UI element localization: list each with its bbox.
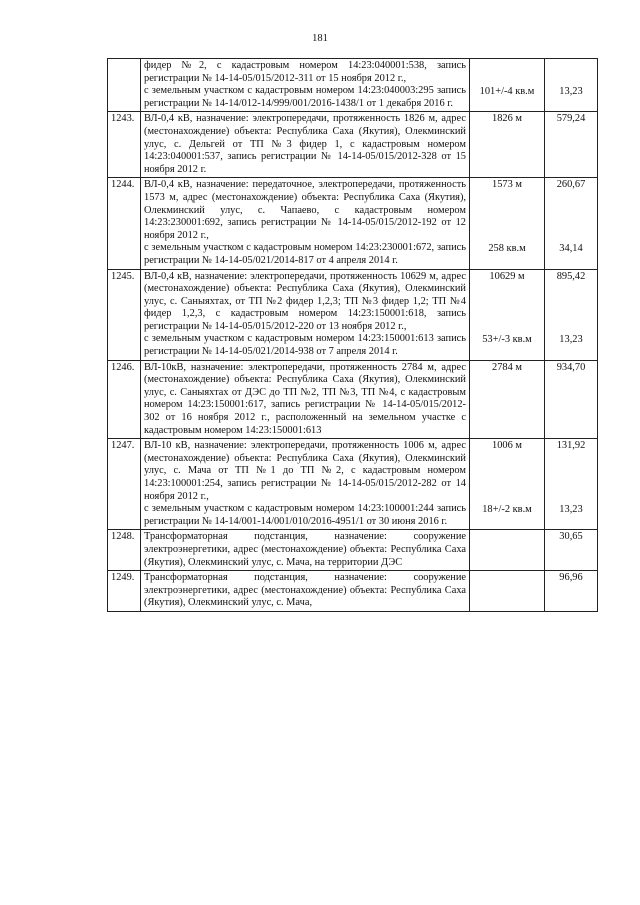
object-description: ВЛ-10 кВ, назначение: электропередачи, протяженность 1006 м, адрес (местонахождение) объекта: Республика Саха (Якутия), Олекминский улус, с. Мача от ТП №1 до ТП №2, с кадастровым номером 14:23:100001:254, запись регистрации № 14-14-05/015/2012-282 от 14 ноября 2012 г., xyxy=(144,440,466,502)
row-number: 1245. xyxy=(108,269,141,360)
object-size: 1006 м xyxy=(492,440,522,452)
land-plot-value: 13,23 xyxy=(559,85,583,97)
page-number: 181 xyxy=(312,33,328,44)
row-description xyxy=(141,269,470,360)
row-value xyxy=(545,112,598,178)
object-value: 934,70 xyxy=(556,361,586,373)
object-size: 1573 м xyxy=(492,179,522,191)
land-plot-description: с земельным участком с кадастровым номером 14:23:040003:295 запись регистрации № 14-14/012-14/999/001/2016-1438/1 от 1 декабря 2016 г. xyxy=(144,85,466,109)
land-plot-description: с земельным участком с кадастровым номером 14:23:100001:244 запись регистрации № 14-14/001-14/001/010/2016-4951/1 от 30 июня 2016 г. xyxy=(144,503,466,527)
land-plot-description: с земельным участком с кадастровым номером 14:23:150001:613 запись регистрации № 14-14-05/021/2014-938 от 7 апреля 2014 г. xyxy=(144,333,466,358)
table-row xyxy=(108,439,598,530)
object-value: 260,67 xyxy=(556,179,586,191)
row-value xyxy=(545,59,598,112)
row-size xyxy=(470,530,545,571)
land-plot-size: 258 кв.м xyxy=(488,242,526,254)
land-plot-size: 18+/-2 кв.м xyxy=(482,503,532,515)
land-plot-value: 13,23 xyxy=(559,333,583,345)
object-description: Трансформаторная подстанция, назначение: сооружение электроэнергетики, адрес (местонахождение) объекта: Республика Саха (Якутия), Олекминский улус, с. Мача, xyxy=(144,572,466,609)
row-size xyxy=(470,360,545,439)
object-value: 96,96 xyxy=(559,572,583,584)
row-value xyxy=(545,439,598,530)
row-description xyxy=(141,530,470,571)
row-size xyxy=(470,59,545,112)
object-description: ВЛ-10кВ, назначение: электропередачи, протяженность 2784 м, адрес (местонахождение) объекта: Республика Саха (Якутия), Олекминский улус, с. Саныяхтах от ДЭС до ТП №2, ТП №3, ТП №4, с кадастровым номером 14:23:150001:617, запись регистрации № 14-14-05/015/2012-302 от 16 ноября 2012 г., расположенный на земельном участке с кадастровым номером 14:23:150001:613 xyxy=(144,361,466,436)
row-description xyxy=(141,571,470,612)
row-number: 1244. xyxy=(108,178,141,269)
row-size xyxy=(470,439,545,530)
table-row xyxy=(108,530,598,571)
row-number: 1249. xyxy=(108,571,141,612)
row-description xyxy=(141,59,470,112)
row-size xyxy=(470,112,545,178)
table-row xyxy=(108,360,598,439)
object-value: 131,92 xyxy=(556,440,586,452)
row-number: 1247. xyxy=(108,439,141,530)
table-row xyxy=(108,269,598,360)
land-plot-size: 53+/-3 кв.м xyxy=(482,333,532,345)
object-value: 579,24 xyxy=(556,113,586,125)
row-size xyxy=(470,178,545,269)
row-number xyxy=(108,59,141,112)
land-plot-value: 13,23 xyxy=(559,503,583,515)
row-size xyxy=(470,269,545,360)
row-number: 1248. xyxy=(108,530,141,571)
row-description xyxy=(141,360,470,439)
object-description: фидер №2, с кадастровым номером 14:23:040001:538, запись регистрации № 14-14-05/015/2012-311 от 15 ноября 2012 г., xyxy=(144,60,466,84)
row-description xyxy=(141,112,470,178)
row-description xyxy=(141,439,470,530)
object-description: Трансформаторная подстанция, назначение: сооружение электроэнергетики, адрес (местонахождение) объекта: Республика Саха (Якутия), Олекминский улус, с. Мача, на территории ДЭС xyxy=(144,531,466,568)
table-row xyxy=(108,178,598,269)
land-plot-description: с земельным участком с кадастровым номером 14:23:230001:672, запись регистрации № 14-14-05/021/2014-817 от 4 апреля 2014 г. xyxy=(144,242,466,266)
row-value xyxy=(545,530,598,571)
row-description xyxy=(141,178,470,269)
object-description: ВЛ-0,4 кВ, назначение: передаточное, электропередачи, протяженность 1573 м, адрес (местонахождение) объекта: Республика Саха (Якутия), Олекминский улус, с. Чапаево, с кадастровым номером 14:23:230001:692, запись регистрации № 14-14-05/015/2012-192 от 12 ноября 2012 г., xyxy=(144,179,466,241)
object-description: ВЛ-0,4 кВ, назначение: электропередачи, протяженность 1826 м, адрес (местонахождение) объекта: Республика Саха (Якутия), Олекминский улус, с. Дельгей от ТП №3 фидер 1, с кадастровым номером 14:23:040001:537, запись регистрации № 14-14-05/015/2012-328 от 15 ноября 2012 г. xyxy=(144,113,466,175)
row-number: 1246. xyxy=(108,360,141,439)
row-value xyxy=(545,178,598,269)
land-plot-size: 101+/-4 кв.м xyxy=(479,85,535,97)
object-value: 30,65 xyxy=(559,531,583,543)
object-description: ВЛ-0,4 кВ, назначение: электропередачи, протяженность 10629 м, адрес (местонахождение) объекта: Республика Саха (Якутия), Олекминский улус, с. Саныяхтах, от ТП №2 фидер 1,2,3; ТП №3 фидер 1,2; ТП №4 фидер 1,2,3, с кадастровым номером 14:23:150001:618, запись регистрации № 14-14-05/015/2012-220 от 13 ноября 2012 г., xyxy=(144,270,466,332)
table-row xyxy=(108,571,598,612)
row-value xyxy=(545,571,598,612)
row-value xyxy=(545,269,598,360)
table-body xyxy=(108,59,598,612)
property-table xyxy=(107,58,598,612)
object-value: 895,42 xyxy=(556,270,586,282)
row-value xyxy=(545,360,598,439)
row-size xyxy=(470,571,545,612)
table-row xyxy=(108,59,598,112)
object-size: 10629 м xyxy=(489,270,525,282)
object-size: 1826 м xyxy=(492,113,522,125)
row-number: 1243. xyxy=(108,112,141,178)
land-plot-value: 34,14 xyxy=(559,242,583,254)
object-size: 2784 м xyxy=(492,361,522,373)
table-row xyxy=(108,112,598,178)
